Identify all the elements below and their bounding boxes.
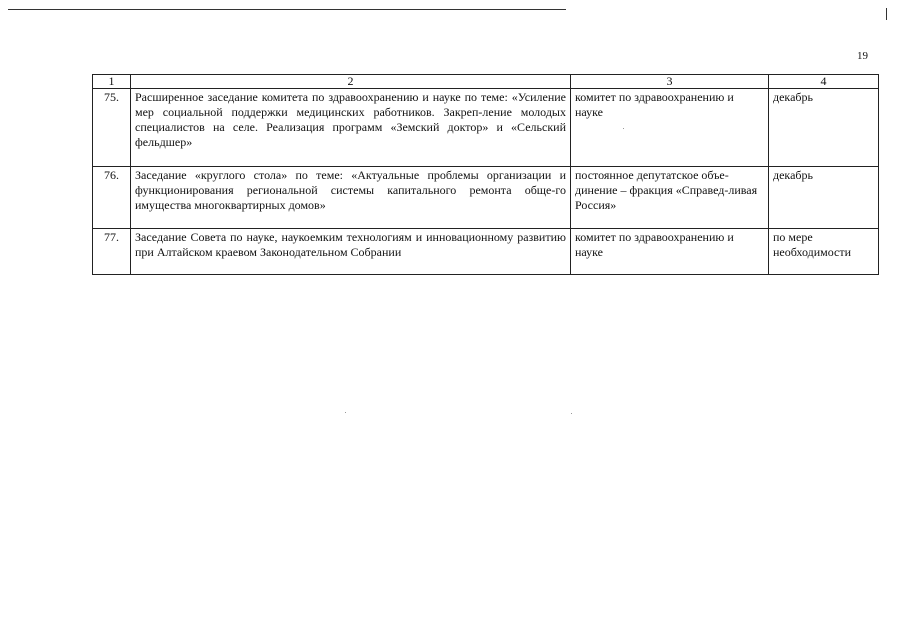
responsible-body: постоянное депутатское объе-динение – фракция «Справед-ливая Россия» — [571, 167, 769, 229]
event-date: декабрь — [769, 167, 879, 229]
column-header-1: 1 — [93, 75, 131, 89]
event-date: декабрь — [769, 89, 879, 167]
responsible-body: комитет по здравоохранению и науке — [571, 229, 769, 275]
page-edge-mark — [886, 8, 887, 20]
event-date: по мере необходимости — [769, 229, 879, 275]
table-row — [93, 229, 879, 275]
header-row — [93, 75, 879, 89]
event-description: Расширенное заседание комитета по здравоохранению и науке по теме: «Усиление мер социальной поддержки медицинских работников. Закреп-ление молодых специалистов на селе. Реализация программ «Земский доктор» и «Сельский фельдшер» — [131, 89, 571, 167]
column-header-3: 3 — [571, 75, 769, 89]
event-description: Заседание Совета по науке, наукоемким технологиям и инновационному развитию при Алтайском краевом Законодательном Собрании — [131, 229, 571, 275]
events-table — [92, 74, 879, 275]
page-number: 19 — [857, 50, 868, 62]
table-row — [93, 167, 879, 229]
row-number: 75. — [93, 89, 131, 167]
responsible-body: комитет по здравоохранению и науке — [571, 89, 769, 167]
row-number: 77. — [93, 229, 131, 275]
top-rule — [8, 9, 566, 10]
scan-speck — [345, 412, 346, 413]
column-header-4: 4 — [769, 75, 879, 89]
scan-speck — [623, 128, 624, 129]
column-header-2: 2 — [131, 75, 571, 89]
event-description: Заседание «круглого стола» по теме: «Актуальные проблемы организации и функционирования региональной системы капитального ремонта обще-го имущества многоквартирных домов» — [131, 167, 571, 229]
scan-speck — [571, 413, 572, 414]
table-row — [93, 89, 879, 167]
row-number: 76. — [93, 167, 131, 229]
